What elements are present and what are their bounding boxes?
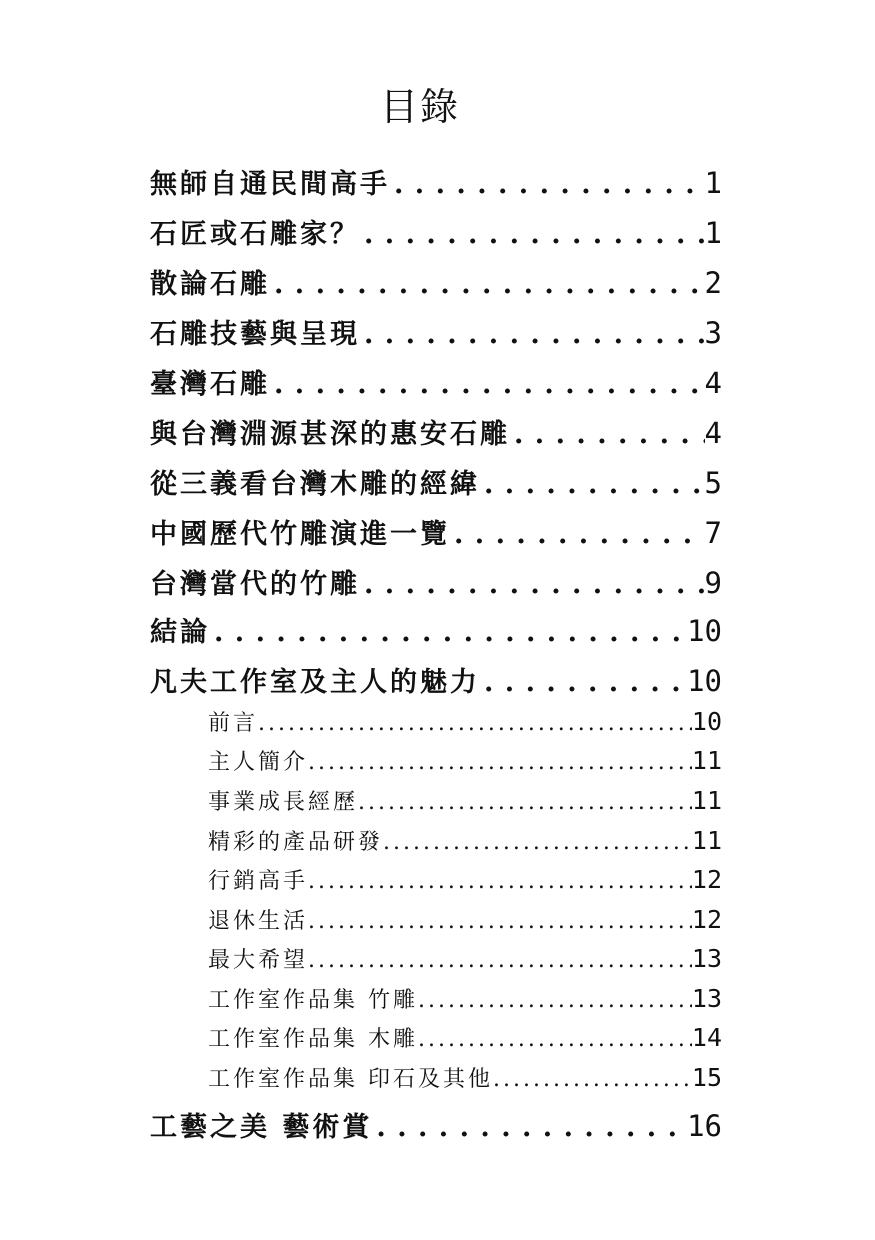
toc-entry-page: 4 bbox=[704, 416, 722, 450]
toc-sub-entry[interactable] bbox=[208, 1021, 722, 1057]
toc-sub-entry-page: 10 bbox=[691, 707, 722, 736]
toc-entry[interactable] bbox=[150, 1106, 722, 1148]
toc-sub-entry[interactable] bbox=[208, 863, 722, 899]
toc-sub-entry[interactable] bbox=[208, 824, 722, 860]
toc-entry-page: 2 bbox=[704, 266, 722, 300]
dot-leader bbox=[418, 984, 692, 1018]
toc-entry-label: 從三義看台灣木雕的經緯 bbox=[150, 469, 480, 500]
toc-entry[interactable] bbox=[150, 363, 722, 405]
toc-sub-entry-label: 工作室作品集 木雕 bbox=[208, 1027, 418, 1052]
dot-leader bbox=[480, 663, 687, 703]
toc-sub-entry-page: 15 bbox=[691, 1063, 722, 1092]
toc-entry[interactable] bbox=[150, 661, 722, 703]
toc-title: 目錄 bbox=[379, 85, 460, 129]
toc-entry-label: 台灣當代的竹雕 bbox=[150, 569, 360, 600]
dot-leader bbox=[480, 465, 705, 505]
toc-entry-label: 中國歷代竹雕演進一覽 bbox=[150, 519, 450, 550]
toc-sub-entry-label: 最大希望 bbox=[208, 948, 309, 973]
toc-entry-page: 9 bbox=[704, 566, 722, 600]
dot-leader bbox=[390, 165, 705, 205]
dot-leader bbox=[308, 746, 692, 780]
toc-sub-entry-page: 11 bbox=[691, 826, 722, 855]
toc-sub-entry-page: 11 bbox=[691, 786, 722, 815]
toc-entry[interactable] bbox=[150, 563, 722, 605]
toc-entry-label: 散論石雕 bbox=[150, 269, 270, 300]
dot-leader bbox=[270, 265, 705, 305]
toc-sub-entry[interactable] bbox=[208, 705, 722, 741]
toc-sub-entry-label: 退休生活 bbox=[208, 909, 309, 934]
toc-entry-label: 石雕技藝與呈現 bbox=[150, 319, 360, 350]
toc-entry[interactable] bbox=[150, 213, 722, 255]
toc-entry-page: 10 bbox=[687, 664, 722, 698]
toc-entry[interactable] bbox=[150, 263, 722, 305]
dot-leader bbox=[210, 613, 687, 653]
dot-leader bbox=[308, 905, 692, 939]
toc-entry-page: 10 bbox=[687, 614, 722, 648]
dot-leader bbox=[383, 826, 692, 860]
dot-leader bbox=[258, 707, 692, 741]
dot-leader bbox=[360, 215, 705, 255]
toc-sub-entry[interactable] bbox=[208, 784, 722, 820]
toc-entry-label: 與台灣淵源甚深的惠安石雕 bbox=[150, 419, 510, 450]
toc-sub-entry-label: 主人簡介 bbox=[208, 750, 309, 775]
dot-leader bbox=[360, 565, 705, 605]
toc-entry-page: 5 bbox=[704, 466, 722, 500]
dot-leader bbox=[418, 1023, 692, 1057]
dot-leader bbox=[358, 786, 692, 820]
dot-leader bbox=[372, 1108, 687, 1148]
toc-sub-entry-page: 13 bbox=[691, 984, 722, 1013]
dot-leader bbox=[510, 415, 705, 455]
toc-entry-page: 1 bbox=[704, 166, 722, 200]
dot-leader bbox=[308, 944, 692, 978]
dot-leader bbox=[270, 365, 705, 405]
toc-entry[interactable] bbox=[150, 463, 722, 505]
toc-entry-label: 臺灣石雕 bbox=[150, 369, 270, 400]
toc-sub-entry-label: 工作室作品集 竹雕 bbox=[208, 988, 418, 1013]
dot-leader bbox=[493, 1063, 692, 1097]
toc-entry-page: 7 bbox=[704, 516, 722, 550]
toc-sub-entry-page: 13 bbox=[691, 944, 722, 973]
toc-sub-entry[interactable] bbox=[208, 942, 722, 978]
toc-sub-entry-label: 事業成長經歷 bbox=[208, 790, 359, 815]
toc-entry-label: 石匠或石雕家？ bbox=[150, 219, 360, 250]
toc-sub-entry-page: 12 bbox=[691, 905, 722, 934]
toc-entry[interactable] bbox=[150, 313, 722, 355]
toc-sub-entry-label: 前言 bbox=[208, 711, 259, 736]
toc-entry-label: 工藝之美 藝術賞 bbox=[150, 1112, 373, 1143]
toc-sub-entry-page: 12 bbox=[691, 865, 722, 894]
toc-entry-page: 4 bbox=[704, 366, 722, 400]
dot-leader bbox=[308, 865, 692, 899]
toc-entry-label: 結論 bbox=[150, 617, 210, 648]
toc-sub-entry[interactable] bbox=[208, 982, 722, 1018]
toc-entry[interactable] bbox=[150, 513, 722, 555]
dot-leader bbox=[360, 315, 705, 355]
toc-entry-label: 無師自通民間高手 bbox=[150, 169, 390, 200]
toc-sub-entry[interactable] bbox=[208, 903, 722, 939]
toc-entry[interactable] bbox=[150, 163, 722, 205]
toc-sub-entry-label: 行銷高手 bbox=[208, 869, 309, 894]
toc-sub-entry[interactable] bbox=[208, 1061, 722, 1097]
toc-sub-entry-label: 精彩的產品研發 bbox=[208, 830, 384, 855]
toc-entry-page: 16 bbox=[687, 1109, 722, 1143]
toc-entry-page: 3 bbox=[704, 316, 722, 350]
toc-sub-entry-page: 14 bbox=[691, 1023, 722, 1052]
toc-entry-page: 1 bbox=[704, 216, 722, 250]
toc-sub-entry-label: 工作室作品集 印石及其他 bbox=[208, 1067, 493, 1092]
toc-entry[interactable] bbox=[150, 611, 722, 653]
dot-leader bbox=[450, 515, 705, 555]
toc-entry-label: 凡夫工作室及主人的魅力 bbox=[150, 667, 480, 698]
toc-sub-entry-page: 11 bbox=[691, 746, 722, 775]
toc-sub-entry[interactable] bbox=[208, 744, 722, 780]
toc-entry[interactable] bbox=[150, 413, 722, 455]
